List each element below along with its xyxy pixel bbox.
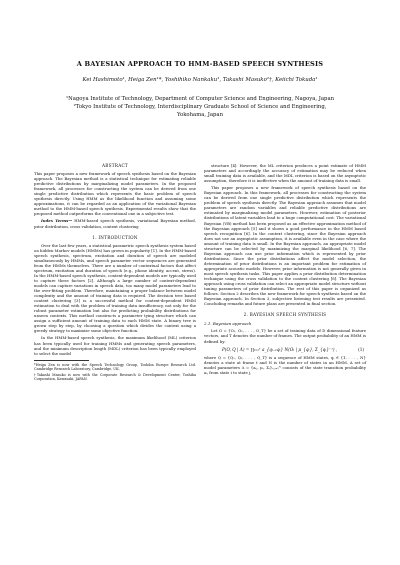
intro-paragraph-1: Over the last few years, a statistical parametric speech synthesis system based on hidden Markov models (HMMs) has grown in popularity [1]. In the HMM-based speech synthesis, spectrum, excitation and duration of speech are modeled simultaneously by HMMs, and speech parameter vector sequences are generated from the HMMs themselves. There are a number of contextual factors that affect spectrum, excitation and duration of speech (e.g., phone identity, accent, stress). In the HMM-based speech synthesis, context-dependent models are typically used to capture these factors [2]. Although a large number of context-dependent models can capture variations in speech data, too many model parameters lead to the over-fitting problem. Therefore, maintaining a proper balance between model complexity and the amount of training data is required. The decision tree based context clustering [3] is a successful method for context-dependent HMM estimation to deal with the problem of training data insufficiency, not only for the robust parameter estimation but also for predicting probability distributions for unseen contexts. This method constructs a parameter tying structure which can assign a sufficient amount of training data to each HMM state. A binary tree is grown step by step, by choosing a question which divides the context using a greedy strategy to maximize some objective function. <box>34 242 196 334</box>
index-terms-label: Index Terms— <box>41 218 73 224</box>
right-paragraph-2: This paper proposes a new framework of speech synthesis based on the Bayesian approach. In this framework, all processes for constructing the system can be derived from one single predictive distribution which represents the problem of speech synthesis directly. The Bayesian approach assumes that model parameters are random variables and reliable predictive distributions are estimated by marginalizing model parameters. However, estimation of posterior distributions of latent variables lead to a huge computational cost. The variational Bayesian (VB) method has been proposed as an effective approximation method of the Bayesian approach [5] and it shows a good performance in the HMM based speech recognition [6]. In the context clustering, since the Bayesian approach does not use an asymptotic assumption, it is available even in the case where the amount of training data is small. In the Bayesian approach, an appropriate model structure can be selected by maximizing the marginal likelihood [6, 7]. The Bayesian approach can use prior information which is represented by prior distributions. Since the prior distributions affect the model selection, the determination of prior distributions is an important problem for estimation of appropriate acoustic models. However, prior information is not generally given in most speech synthesis tasks. This paper applies a prior distribution determination technique using the cross validation to the context clustering [8]. The Bayesian approach using cross validation can select an appropriate model structure without tuning parameters of prior distribution. The rest of this paper is organized as follows. Section 2 describes the new framework for speech synthesis based on the Bayesian approach. In Section 3, subjective listening test results are presented. Concluding remarks and future plans are presented in final section. <box>204 185 366 307</box>
intro-paragraph-2: In the HMM-based speech synthesis, the maximum likelihood (ML) criterion has been typically used for training HMMs and generating speech parameters, and the minimum description length (MDL) criterion has been typically employed to select the model <box>34 335 196 356</box>
footnote-1: *Heiga Zen is now with the Speech Technology Group, Toshiba Europe Research Ltd. Cambridge Research Laboratory, Cambridge, UK. <box>34 362 196 371</box>
author-list: Kei Hashimoto¹, Heiga Zen¹*, Yoshihiko Nankaku¹, Takashi Masuko²†, Keiichi Tokuda¹ <box>82 77 318 83</box>
paper-title: A BAYESIAN APPROACH TO HMM-BASED SPEECH SYNTHESIS <box>76 60 324 68</box>
section-2-1-heading: 2.1. Bayesian approach <box>204 321 252 327</box>
index-terms-text: HMM-based speech synthesis, variational Bayesian method, prior distribution, cross validation, context clustering <box>34 218 196 229</box>
equation-1-body: P(O, Q | Λ) = ∏ₜ₌₁ᵀ a_{qₜ₋₁qₜ} N(Oₜ | μ_{qₜ}, Σ_{qₜ}⁻¹) , <box>222 346 338 352</box>
right-paragraph-3: Let O = {O₁, O₂, . . . , O_T} be a set of training data of D dimensional feature vectors, and T denotes the number of frames. The output probability of an HMM is defined by: <box>204 328 366 344</box>
index-terms <box>34 218 196 228</box>
affiliation-1: ¹Nagoya Institute of Technology, Department of Computer Science and Engineering, Nagoya, Japan <box>65 96 335 102</box>
footnote-rule <box>34 360 89 361</box>
section-2-heading: 2. BAYESIAN SPEECH SYNTHESIS <box>243 312 327 318</box>
footnote-2: †Takashi Masuko is now with the Corporate Research & Development Center, Toshiba Corporation, Kawasaki, JAPAN. <box>34 372 196 382</box>
introduction-heading: 1. INTRODUCTION <box>92 234 138 240</box>
right-column <box>204 163 366 377</box>
right-paragraph-1: structure [4]. However, the ML criterion produces a point estimate of HMM parameters and accordingly the accuracy of estimation may be reduced when small training data is available, and the MDL criterion is based on the asymptotic assumption, therefore it is ineffective when the amount of training data is small. <box>204 163 366 184</box>
affiliation-2b: Yokohama, Japan <box>177 112 223 118</box>
affiliation-2a: ²Tokyo Institute of Technology, Interdisciplinary Graduate School of Science and Engineering, <box>73 104 327 110</box>
right-paragraph-4: where Q = {Q₁, Q₂, . . . , Q_T} is a sequence of HMM states, qₜ ∈ {1, . . . , N} denotes a state at frame t and N is the number of states in an HMM. A set of model parameters Λ = {aᵢⱼ, μᵢ, Σᵢ}ᵢ,ⱼ₌₁ᴺ consists of the state transition probability aᵢⱼ from state i to state j, <box>204 354 366 375</box>
abstract-text: This paper proposes a new framework of speech synthesis based on the Bayesian approach. The Bayesian method is a statistical technique for estimating reliable predictive distributions by marginalizing model parameters. In the proposed framework, all processes for constructing the system can be derived from one single predictive distribution which represents the basic problem of speech synthesis directly. Using HMM as the likelihood function and assuming some approximations, it can be regarded as an application of the variational Bayesian method to the HMM-based speech synthesis. Experimental results show that the proposed method outperforms the conventional one in a subjective test. <box>34 171 196 217</box>
equation-1 <box>204 347 366 352</box>
left-column <box>34 163 196 383</box>
equation-1-number: (1) <box>358 346 364 352</box>
abstract-heading: ABSTRACT <box>102 163 128 168</box>
